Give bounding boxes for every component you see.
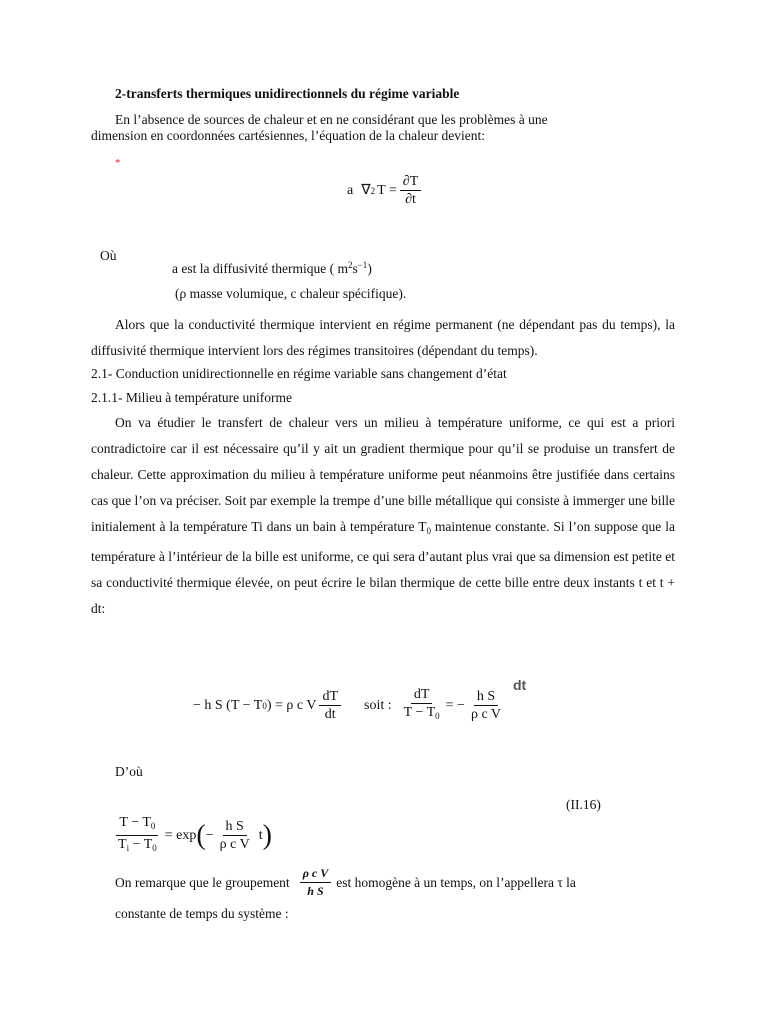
diffusivity-text: a est la diffusivité thermique ( m bbox=[172, 261, 348, 276]
heat-eq-fraction bbox=[400, 174, 421, 207]
paragraph-uniform-text-a: On va étudier le transfert de chaleur vers un milieu à température uniforme, ce qui est a priori contradictoire car il est nécessaire qu’il y ait un gradient thermique pour qu’il se produise un transfert de chaleur. Cette approximation du milieu à température uniforme peut néanmoins être justifiée dans certains cas que l’on va préciser. Soit par exemple la trempe d’une bille métallique qui consiste à immerger une bille initialement à la température Ti dans un bain à température T bbox=[91, 415, 675, 534]
balance-equation bbox=[193, 687, 507, 724]
dT-over-T-fraction bbox=[401, 687, 443, 724]
frac3-numerator: h S bbox=[474, 689, 498, 706]
group-denominator: h S bbox=[307, 884, 324, 898]
heat-eq-power: 2 bbox=[370, 185, 376, 196]
frac1-denominator: dt bbox=[324, 707, 336, 722]
heat-eq-T: T = bbox=[377, 182, 397, 198]
exp-inner-numerator: h S bbox=[223, 819, 247, 836]
remark-line-1 bbox=[115, 866, 576, 899]
temperature-ratio-fraction bbox=[115, 815, 160, 856]
equals-minus: = − bbox=[445, 697, 465, 713]
ratio-num-text: T − T bbox=[119, 815, 151, 830]
remark-suffix: est homogène à un temps, on l’appellera τ la bbox=[336, 874, 576, 890]
heat-equation bbox=[347, 174, 424, 207]
unit-power-minus-1: −1 bbox=[357, 260, 368, 270]
ratio-denominator bbox=[115, 836, 160, 856]
rho-definition: (ρ masse volumique, c chaleur spécifique). bbox=[175, 286, 407, 301]
frac2-numerator: dT bbox=[411, 687, 433, 704]
paragraph-uniform-text-b: maintenue constante. Si l’on suppose que la température à l’intérieur de la bille est uniforme, ce qui sera d’autant plus vrai que sa dimension est petite et sa conductivité thermique élevée, on peut écrire le bilan thermique de cette bille entre deux instants t et t + dt: bbox=[91, 519, 675, 616]
soit-label: soit : bbox=[364, 697, 392, 713]
frac2-den-sub: 0 bbox=[435, 711, 440, 721]
left-paren: ( bbox=[196, 819, 206, 851]
section-title: 2-transferts thermiques unidirectionnels du régime variable bbox=[115, 86, 460, 101]
intro-line-1: En l’absence de sources de chaleur et en ne considérant que les problèmes à une bbox=[115, 112, 548, 127]
right-paren: ) bbox=[262, 819, 272, 851]
exp-inner-fraction bbox=[217, 819, 253, 852]
remark-prefix: On remarque que le groupement bbox=[115, 874, 290, 890]
dt-label: dt bbox=[513, 677, 527, 693]
balance-rhs: ) = ρ c V bbox=[266, 697, 317, 713]
ratio-den-minus-T: − T bbox=[129, 837, 153, 852]
frac3-denominator: ρ c V bbox=[470, 707, 502, 722]
frac2-den-text: T − T bbox=[403, 705, 436, 720]
equals-exp: = exp bbox=[164, 827, 197, 843]
hS-over-rhocV-fraction bbox=[468, 689, 504, 722]
dT-dt-fraction bbox=[319, 689, 341, 722]
exp-minus: − bbox=[205, 827, 214, 843]
subsection-2-1-1: 2.1.1- Milieu à température uniforme bbox=[91, 390, 292, 405]
frac1-numerator: dT bbox=[319, 689, 341, 706]
paragraph-conductivity bbox=[91, 312, 675, 364]
balance-lhs: − h S (T − T bbox=[193, 697, 263, 713]
red-asterisk-marker: * bbox=[115, 157, 121, 169]
heat-eq-denominator: ∂t bbox=[405, 192, 416, 207]
ratio-den-sub-i: i bbox=[126, 843, 130, 853]
remark-line-2: constante de temps du système : bbox=[115, 906, 289, 921]
paragraph-conductivity-text: Alors que la conductivité thermique intervient en régime permanent (ne dépendant pas du temps), la diffusivité thermique intervient lors des régimes transitoires (dépendant du temps). bbox=[91, 317, 675, 358]
nabla-symbol: ∇ bbox=[361, 183, 371, 198]
ratio-den-sub0: 0 bbox=[152, 843, 157, 853]
subsection-2-1: 2.1- Conduction unidirectionnelle en régime variable sans changement d’état bbox=[91, 366, 507, 381]
ou-clipped-text: Où bbox=[100, 248, 117, 263]
balance-sub0: 0 bbox=[262, 700, 267, 711]
unit-power-2: 2 bbox=[347, 260, 353, 270]
heat-eq-numerator: ∂T bbox=[400, 174, 421, 191]
diffusivity-definition bbox=[172, 260, 372, 277]
solution-equation bbox=[112, 815, 272, 856]
unit-close: ) bbox=[367, 261, 372, 276]
unit-s: s bbox=[352, 261, 358, 276]
dou-text: D’où bbox=[115, 764, 143, 779]
paragraph-uniform-medium bbox=[91, 410, 675, 622]
ratio-den-T: T bbox=[118, 837, 127, 852]
group-numerator: ρ c V bbox=[300, 866, 332, 883]
ratio-numerator bbox=[116, 815, 158, 836]
intro-line-2: dimension en coordonnées cartésiennes, l’équation de la chaleur devient: bbox=[91, 128, 485, 143]
time-constant-group-fraction bbox=[300, 866, 332, 899]
frac2-denominator bbox=[401, 704, 443, 724]
equation-number: (II.16) bbox=[566, 797, 601, 812]
exp-t: t bbox=[258, 827, 263, 843]
heat-eq-a: a bbox=[347, 182, 354, 198]
T0-subscript: 0 bbox=[426, 526, 431, 536]
ratio-num-sub: 0 bbox=[150, 821, 156, 831]
exp-inner-denominator: ρ c V bbox=[219, 837, 250, 852]
